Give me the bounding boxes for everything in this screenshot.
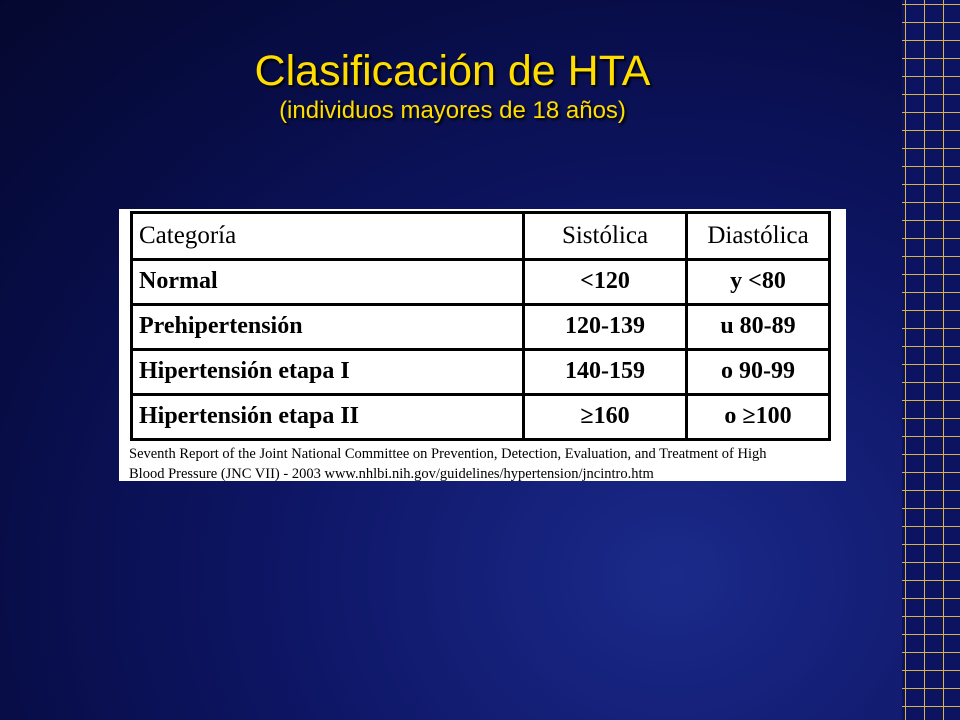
hypertension-classification-table: [130, 211, 831, 441]
slide-title: Clasificación de HTA: [254, 47, 651, 95]
row-diastolic: y <80: [687, 259, 830, 304]
row-category: Hipertensión etapa I: [132, 349, 524, 394]
header-category: Categoría: [132, 213, 524, 260]
row-systolic: 120-139: [524, 304, 687, 349]
slide-subtitle: (individuos mayores de 18 años): [279, 97, 626, 124]
table-row: [132, 304, 830, 349]
classification-table-image: [119, 209, 846, 481]
row-diastolic: u 80-89: [687, 304, 830, 349]
citation-line: Blood Pressure (JNC VII) - 2003 www.nhlbi.nih.gov/guidelines/hypertension/jncintro.htm: [129, 466, 654, 482]
source-citation: [129, 444, 839, 484]
row-category: Normal: [132, 259, 524, 304]
table-row: [132, 394, 830, 439]
citation-line: Seventh Report of the Joint National Committee on Prevention, Detection, Evaluation, and Treatment of High: [129, 446, 767, 462]
row-category: Hipertensión etapa II: [132, 394, 524, 439]
decorative-grid: [902, 0, 960, 720]
row-systolic: <120: [524, 259, 687, 304]
row-category: Prehipertensión: [132, 304, 524, 349]
table-row: [132, 259, 830, 304]
header-systolic: Sistólica: [524, 213, 687, 260]
table-header-row: [132, 213, 830, 260]
row-diastolic: o ≥100: [687, 394, 830, 439]
table-row: [132, 349, 830, 394]
row-diastolic: o 90-99: [687, 349, 830, 394]
row-systolic: 140-159: [524, 349, 687, 394]
row-systolic: ≥160: [524, 394, 687, 439]
header-diastolic: Diastólica: [687, 213, 830, 260]
